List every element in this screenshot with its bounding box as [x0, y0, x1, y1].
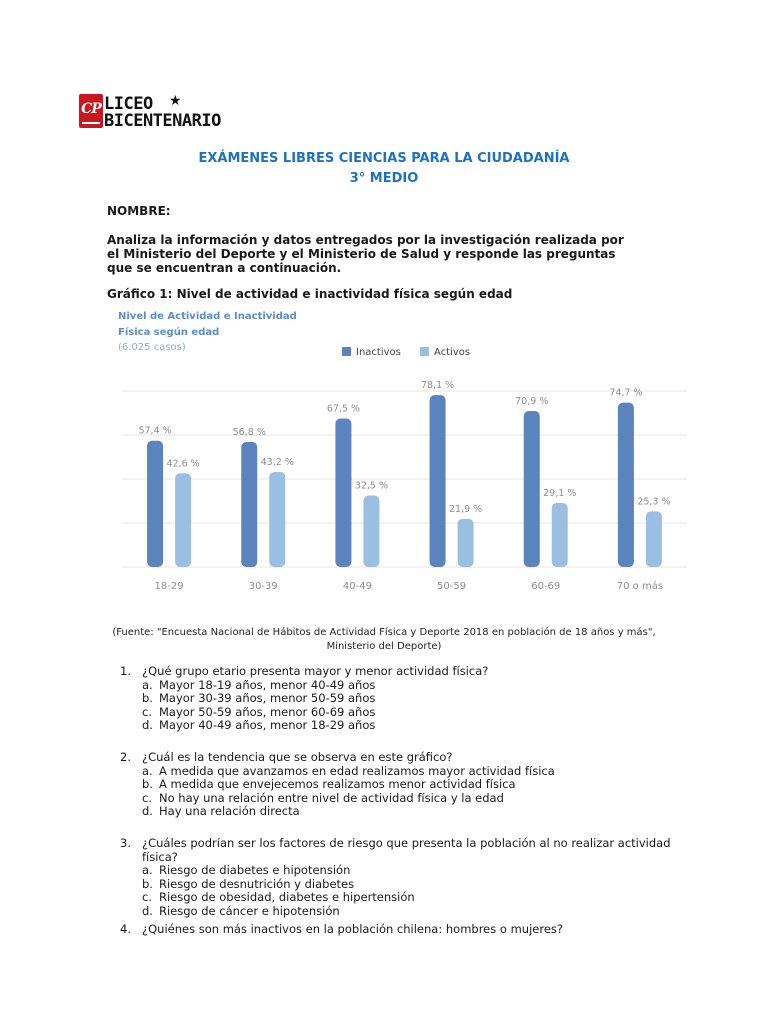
- data-label-activos-5: 29,1 %: [543, 487, 577, 499]
- page-title: EXÁMENES LIBRES CIENCIAS PARA LA CIUDADANÍA: [198, 151, 570, 166]
- source-line-1: (Fuente: "Encuesta Nacional de Hábitos de Actividad Física y Deporte 2018 en población de 18 años y más",: [112, 627, 656, 638]
- bar-activos-3: [363, 496, 379, 568]
- intro-text: Analiza la información y datos entregados por la investigación realizada por el Ministerio del Deporte y el Ministerio de Salud y responde las preguntas que se encuentran a continuación.: [107, 233, 624, 275]
- option-d: d. Hay una relación directa: [142, 804, 300, 819]
- tick-label-6: 70 o más: [616, 581, 664, 592]
- data-label-activos-6: 25,3 %: [637, 496, 671, 508]
- school-logo: [79, 94, 249, 130]
- data-label-activos-1: 42,6 %: [166, 458, 200, 470]
- question-number: 1.: [120, 664, 131, 678]
- option-d: d. Mayor 40-49 años, menor 18-29 años: [142, 718, 376, 733]
- question-number: 2.: [120, 749, 131, 764]
- data-label-inactivos-5: 70,9 %: [515, 396, 549, 408]
- activity-chart: [112, 305, 692, 600]
- option-a: a. A medida que avanzamos en edad realizamos mayor actividad física: [142, 763, 555, 778]
- bar-inactivos-1: [147, 441, 163, 567]
- logo-line-1: LICEO: [104, 94, 153, 114]
- legend-swatch-inactivos: [342, 347, 351, 356]
- logo-badge-stripe: [82, 122, 100, 124]
- bar-activos-4: [458, 519, 474, 567]
- question-1: [120, 665, 680, 733]
- bar-inactivos-6: [618, 403, 634, 567]
- bar-activos-6: [646, 511, 662, 567]
- chart-subtitle: (6.025 casos): [118, 342, 186, 353]
- bar-inactivos-5: [524, 411, 540, 567]
- bar-inactivos-4: [430, 395, 446, 567]
- star-icon: ★: [169, 93, 182, 109]
- data-label-activos-4: 21,9 %: [448, 503, 483, 515]
- bar-inactivos-3: [335, 419, 351, 568]
- option-b: b. A medida que envejecemos realizamos menor actividad física: [142, 777, 516, 792]
- source-line-2: Ministerio del Deporte): [326, 641, 442, 652]
- legend-label-activos: Activos: [434, 347, 471, 358]
- chart-title-line-2: Física según edad: [118, 327, 220, 338]
- bar-inactivos-2: [241, 442, 257, 567]
- bar-activos-5: [552, 503, 568, 567]
- data-label-inactivos-6: 74,7 %: [609, 387, 643, 399]
- tick-label-3: 40-49: [342, 581, 372, 592]
- chart-source: [100, 626, 668, 654]
- bar-activos-1: [175, 473, 191, 567]
- question-text: ¿Qué grupo etario presenta mayor y menor actividad física?: [142, 664, 489, 678]
- data-label-activos-2: 43,2 %: [260, 456, 294, 468]
- question-text: ¿Quiénes son más inactivos en la población chilena: hombres o mujeres?: [142, 921, 563, 936]
- legend-item-inactivos: [342, 347, 401, 358]
- legend-label-inactivos: Inactivos: [356, 347, 401, 358]
- question-text: ¿Cuál es la tendencia que se observa en este gráfico?: [142, 749, 453, 764]
- tick-label-1: 18-29: [154, 581, 184, 592]
- question-number: 4.: [120, 921, 131, 936]
- question-2: [120, 751, 680, 819]
- bar-activos-2: [269, 472, 285, 567]
- question-number: 3.: [120, 835, 131, 850]
- logo-line-2: BICENTENARIO: [104, 111, 221, 131]
- option-d: d. Riesgo de cáncer e hipotensión: [142, 903, 340, 918]
- option-b: b. Mayor 30-39 años, menor 50-59 años: [142, 691, 376, 706]
- option-c: c. Mayor 50-59 años, menor 60-69 años: [142, 704, 376, 719]
- question-list: [120, 665, 680, 936]
- tick-label-2: 30-39: [248, 581, 278, 592]
- question-text: ¿Cuáles podrían ser los factores de riesgo que presenta la población al no realizar actividad física?: [142, 835, 671, 864]
- tick-label-4: 50-59: [437, 581, 467, 592]
- data-label-inactivos-1: 57,4 %: [138, 425, 172, 437]
- page-subtitle: 3° MEDIO: [349, 171, 419, 186]
- name-label: NOMBRE:: [107, 204, 171, 218]
- question-4: [120, 923, 680, 937]
- chart-canvas: [112, 305, 692, 600]
- option-a: a. Riesgo de diabetes e hipotensión: [142, 863, 351, 878]
- tick-label-5: 60-69: [531, 581, 561, 592]
- logo-badge: [79, 94, 103, 128]
- chart-title: Nivel de Actividad e Inactividad: [118, 311, 297, 322]
- data-label-inactivos-3: 67,5 %: [326, 403, 361, 415]
- data-label-activos-3: 32,5 %: [354, 480, 389, 492]
- legend-swatch-activos: [420, 347, 429, 356]
- option-a: a. Mayor 18-19 años, menor 40-49 años: [142, 677, 376, 692]
- question-3: [120, 837, 680, 919]
- data-label-inactivos-4: 78,1 %: [420, 380, 455, 392]
- option-c: c. Riesgo de obesidad, diabetes e hipertensión: [142, 890, 415, 905]
- legend-item-activos: [420, 347, 470, 358]
- option-b: b. Riesgo de desnutrición y diabetes: [142, 876, 355, 891]
- option-c: c. No hay una relación entre nivel de actividad física y la edad: [142, 790, 504, 805]
- data-label-inactivos-2: 56,8 %: [232, 427, 266, 439]
- graph-heading: Gráfico 1: Nivel de actividad e inactividad física según edad: [107, 287, 513, 301]
- logo-badge-text: CP: [81, 101, 101, 117]
